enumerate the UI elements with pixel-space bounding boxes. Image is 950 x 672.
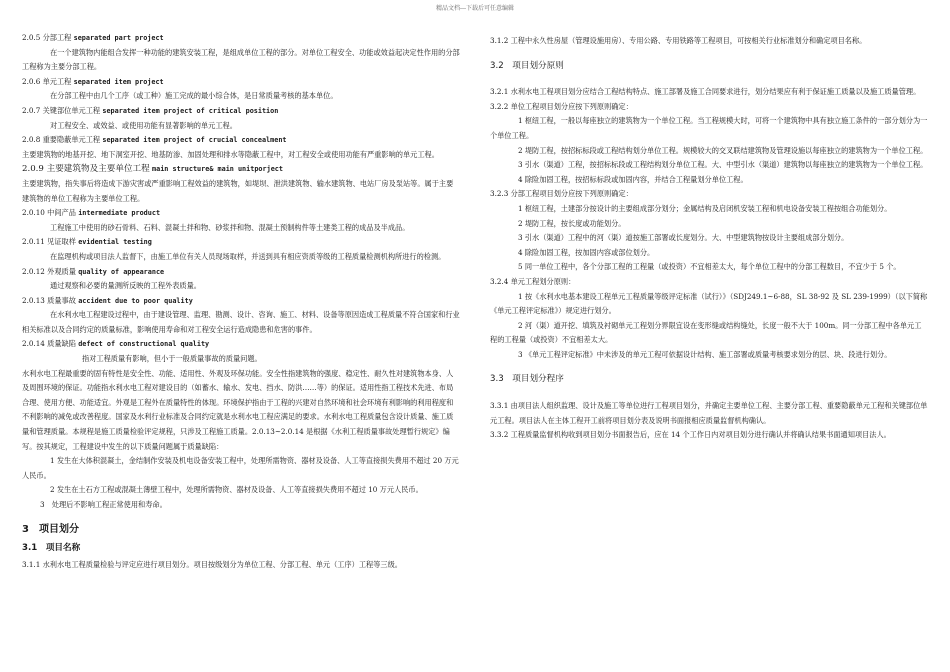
section-2-0-12-title: 2.0.12 外观质量 quality of appearance (22, 266, 165, 276)
section-3-2-2-item-1: 1 枢纽工程，一般以每座独立的建筑物为一个单位工程。当工程规模大时，可将一个建筑物中具有独立施工条件的一部分划分为一个单位工程。 (490, 116, 928, 140)
section-3-2-2: 3.2.2 单位工程项目划分应按下列原则确定： (490, 101, 633, 111)
section-3-2-3-item-2: 2 堤防工程，按长度或功能划分。 (518, 218, 626, 228)
section-3-2-4-item-1: 1 按《水利水电基本建设工程单元工程质量等级评定标准（试行）》（SDJ249.1~6-88，SL 38-92 及 SL 239-1999）（以下简称《单元工程评定标准》）规定进行划分。 (490, 291, 928, 316)
section-2-0-7-title: 2.0.7 关键部位单元工程 separated item project of critical position (22, 105, 279, 115)
section-3-3-heading: 3.3 项目划分程序 (490, 374, 564, 385)
section-2-0-8-body: 主要建筑物的地基开挖、地下洞室开挖、地基防渗、加固处理和排水等隐蔽工程中，对工程安全或使用功能有严重影响的单元工程。 (22, 149, 439, 159)
section-3-2-2-item-4: 4 除险加固工程，按招标标段或加固内容，并结合工程量划分单位工程。 (518, 174, 748, 184)
section-3-2-4-item-3: 3 《单元工程评定标准》中未涉及的单元工程可依据设计结构、施工部署或质量考核要求划分的层、块、段进行划分。 (518, 349, 892, 359)
section-3-1-heading: 3.1 项目名称 (22, 543, 81, 554)
section-2-0-9-body: 主要建筑物，指失事后将造成下游灾害或严重影响工程效益的建筑物，如堤坝、泄洪建筑物、输水建筑物、电站厂房及泵站等。属于主要建筑物的单位工程称为主要单位工程。 (22, 178, 454, 203)
section-3-1-1: 3.1.1 水利水电工程质量检验与评定应进行项目划分。项目按级划分为单位工程、分部工程、单元（工序）工程等三级。 (22, 559, 402, 569)
section-2-0-12-body: 通过观察和必要的量测所反映的工程外表质量。 (50, 281, 201, 291)
section-2-0-14-body: 指对工程质量有影响，但小于一般质量事故的质量问题。 (82, 354, 262, 364)
section-3-2-4: 3.2.4 单元工程划分原则： (490, 276, 576, 286)
section-3-2-2-item-3: 3 引水（渠道）工程，按招标标段或工程结构划分单位工程。大、中型引水（渠道）建筑物以每座独立的建筑物为一个单位工程。 (518, 160, 928, 170)
section-3-2-1: 3.2.1 水利水电工程项目划分应结合工程结构特点、施工部署及施工合同要求进行，划分结果应有利于保证施工质量以及施工质量管理。 (490, 87, 921, 97)
section-2-0-10-body: 工程施工中使用的砂石骨料、石料、混凝土拌和物、砂浆拌和物、混凝土预制构件等土建类工程的成品及半成品。 (50, 222, 410, 232)
page-header: 精品文档---下载后可任意编辑 (435, 5, 515, 12)
chapter-3-heading: 3 项目划分 (22, 523, 79, 535)
explanation-paragraph: 水利水电工程最重要的固有特性是安全性、功能、适用性、外观及环保功能。安全性指建筑物的强度、稳定性、耐久性对建筑物本身、人及周围环境的保证。功能指水利水电工程对建设目的（如蓄水、输水、发电、挡水、防洪……等）的保证。适用性指工程技术先进、布局合理、使用方便、功能适宜。外观是工程外在质量特性的体现。环境保护指由于工程的兴建对自然环境和社会环境有利影响的利用程度和不利影响的减免或改善程度。国家及水利行业标准及合同约定就是水利水电工程应满足的要求。水利水电工程质量包含设计质量、施工质量和管理质量。本规程是施工质量检验评定规程，只涉及工程施工质量。2.0.13~2.0.14 是根据《水利工程质量事故处理暂行规定》编写。按其规定，工程建设中发生的以下质量问题属于质量缺陷： (22, 368, 454, 451)
section-2-0-14-title: 2.0.14 质量缺陷 defect of constructional quality (22, 339, 210, 349)
right-column (490, 34, 928, 443)
defect-item-1: 1 发生在大体积混凝土，金结制作安装及机电设备安装工程中，处理所需物资、器材及设备、人工等直接损失费用不超过 20 万元人民币。 (22, 456, 459, 480)
defect-item-3: 3 处理后不影响工程正常使用和寿命。 (40, 500, 167, 509)
section-3-2-3: 3.2.3 分部工程项目划分应按下列原则确定： (490, 189, 633, 199)
section-2-0-11-title: 2.0.11 见证取样 evidential testing (22, 237, 152, 247)
section-3-2-2-item-2: 2 堤防工程，按招标标段或工程结构划分单位工程。规模较大的交叉联结建筑物及管理设施以每座独立的建筑物为一个单位工程。 (518, 145, 928, 155)
section-2-0-6-title: 2.0.6 单元工程 separated item project (22, 76, 164, 86)
section-2-0-6-body: 在分部工程中由几个工序（或工种）施工完成的最小综合体，是日常质量考核的基本单位。 (50, 91, 338, 101)
section-2-0-5-body: 在一个建筑物内能组合发挥一种功能的建筑安装工程，是组成单位工程的部分。对单位工程安全、功能或效益起决定性作用的分部工程称为主要分部工程。 (22, 47, 460, 72)
section-2-0-13-body: 在水利水电工程建设过程中，由于建设管理、监理、勘测、设计、咨询、施工、材料、设备等原因造成工程质量不符合国家和行业相关标准以及合同约定的质量标准，影响使用寿命和对工程安全运行造成隐患和危害的事件。 (22, 310, 460, 334)
section-3-2-3-item-4: 4 除险加固工程，按加固内容或部位划分。 (518, 247, 655, 257)
section-2-0-8-title: 2.0.8 重要隐蔽单元工程 separated item project of crucial concealment (22, 135, 287, 145)
section-3-2-3-item-1: 1 枢纽工程，土建部分按设计的主要组成部分划分；金属结构及启闭机安装工程和机电设备安装工程按组合功能划分。 (518, 203, 892, 213)
section-2-0-9-title: 2.0.9 主要建筑物及主要单位工程 main structure& main unitporject (22, 164, 283, 175)
section-2-0-5-title: 2.0.5 分部工程 separated part project (22, 33, 164, 42)
defect-item-2: 2 发生在土石方工程或混凝土薄壁工程中，处理所需物资、器材及设备、人工等直接损失费用不超过 10 万元人民币。 (50, 485, 423, 495)
section-3-2-4-item-2: 2 河（渠）道开挖、填筑及衬砌单元工程划分界限宜设在变形缝或结构缝处，长度一般不大于 100m。同一分部工程中各单元工程的工程量（或投资）不宜相差太大。 (490, 320, 922, 345)
left-column (22, 31, 460, 572)
section-3-2-3-item-5: 5 同一单位工程中，各个分部工程的工程量（或投资）不宜相差太大，每个单位工程中的分部工程数目，不宜少于 5 个。 (518, 262, 901, 272)
section-3-3-1: 3.3.1 由项目法人组织监理、设计及施工等单位进行工程项目划分，并确定主要单位工程、主要分部工程、重要隐蔽单元工程和关键部位单元工程。项目法人在主体工程开工前将项目划分表及说明书面报相应质量监督机构确认。 (490, 401, 928, 425)
section-2-0-7-body: 对工程安全、或效益、或使用功能有显著影响的单元工程。 (50, 120, 237, 130)
section-2-0-11-body: 在监理机构或项目法人监督下，由施工单位有关人员现场取样，并送到具有相应资质等级的工程质量检测机构所进行的检测。 (50, 251, 446, 261)
section-3-2-3-item-3: 3 引水（渠道）工程中的河（渠）道按施工部署或长度划分。大、中型建筑物按设计主要组成部分划分。 (518, 233, 849, 243)
section-2-0-10-title: 2.0.10 中间产品 intermediate product (22, 208, 161, 218)
section-3-3-2: 3.3.2 工程质量监督机构收到项目划分书面报告后，应在 14 个工作日内对项目划分进行确认并将确认结果书面通知项目法人。 (490, 430, 891, 440)
section-2-0-13-title: 2.0.13 质量事故 accident due to poor quality (22, 295, 193, 305)
section-3-2-heading: 3.2 项目划分原则 (490, 60, 564, 71)
section-3-1-2: 3.1.2 工程中永久性房屋（管理设施用房）、专用公路、专用铁路等工程项目，可按相关行业标准划分和确定项目名称。 (490, 36, 867, 45)
